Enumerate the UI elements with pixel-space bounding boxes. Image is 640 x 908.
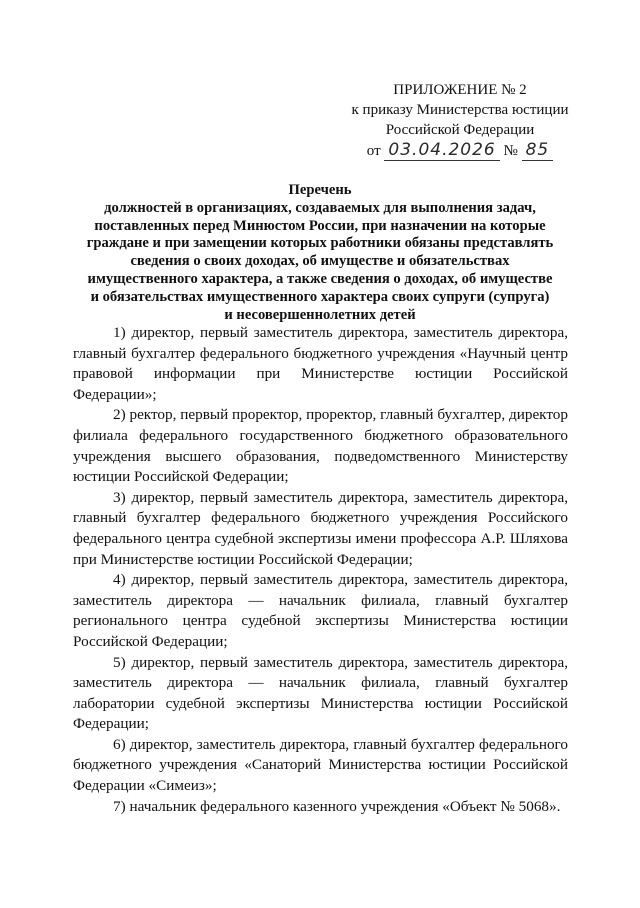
list-item: 7) начальник федерального казенного учреждения «Объект № 5068». [113, 797, 561, 815]
date-prefix: от [366, 143, 381, 159]
appendix-order-line: к приказу Министерства юстиции [351, 102, 569, 118]
appendix-label: ПРИЛОЖЕНИЕ № 2 [393, 82, 527, 98]
appendix-ministry-line: Российской Федерации [385, 122, 535, 138]
handwritten-number: 85 [522, 140, 554, 161]
list-item: 5) директор, первый заместитель директора, заместитель директора, заместитель директора — начальник филиала, главный бухгалтер лаборатории судебной экспертизы Министерства юстиции Российской Федерации; [73, 653, 568, 733]
positions-list [73, 323, 568, 817]
list-item: 1) директор, первый заместитель директора, заместитель директора, главный бухгалтер федерального бюджетного учреждения «Научный центр правовой информации при Министерстве юстиции Российской Федерации»; [73, 324, 568, 403]
appendix-header [330, 80, 590, 161]
title-line: имущественного характера, а также сведения о доходах, об имуществе [87, 270, 553, 287]
title-line: поставленных перед Минюстом России, при назначении на которые [94, 217, 546, 234]
list-item: 6) директор, заместитель директора, главный бухгалтер федерального бюджетного учреждения «Санаторий Министерства юстиции Российской Федерации «Симеиз»; [73, 735, 568, 795]
title-line: сведения о своих доходах, об имуществе и обязательствах [130, 253, 510, 270]
title-line: граждане и при замещении которых работники обязаны представлять [86, 235, 554, 252]
title-line: Перечень [288, 182, 352, 198]
list-item: 4) директор, первый заместитель директора, заместитель директора, заместитель директора — начальник филиала, главный бухгалтер регионального центра судебной экспертизы Министерства юстиции Российской Федерации; [73, 571, 568, 650]
number-prefix: № [503, 143, 518, 159]
title-line: и несовершеннолетних детей [224, 306, 416, 323]
title-line: и обязательствах имущественного характера своих супруги (супруга) [90, 288, 550, 305]
appendix-date-line [330, 140, 590, 161]
title-line: должностей в организациях, создаваемых для выполнения задач, [104, 199, 536, 216]
list-item: 3) директор, первый заместитель директора, заместитель директора, главный бухгалтер федерального бюджетного учреждения Российского федерального центра судебной экспертизы имени профессора А.Р. Шляхова при Министерстве юстиции Российской Федерации; [73, 488, 568, 568]
list-item: 2) ректор, первый проректор, проректор, главный бухгалтер, директор филиала федерального государственного бюджетного образовательного учреждения высшего образования, подведомственного Министерству юстиции Российской Федерации; [73, 406, 568, 486]
handwritten-date: 03.04.2026 [384, 140, 499, 161]
document-title [72, 182, 568, 324]
